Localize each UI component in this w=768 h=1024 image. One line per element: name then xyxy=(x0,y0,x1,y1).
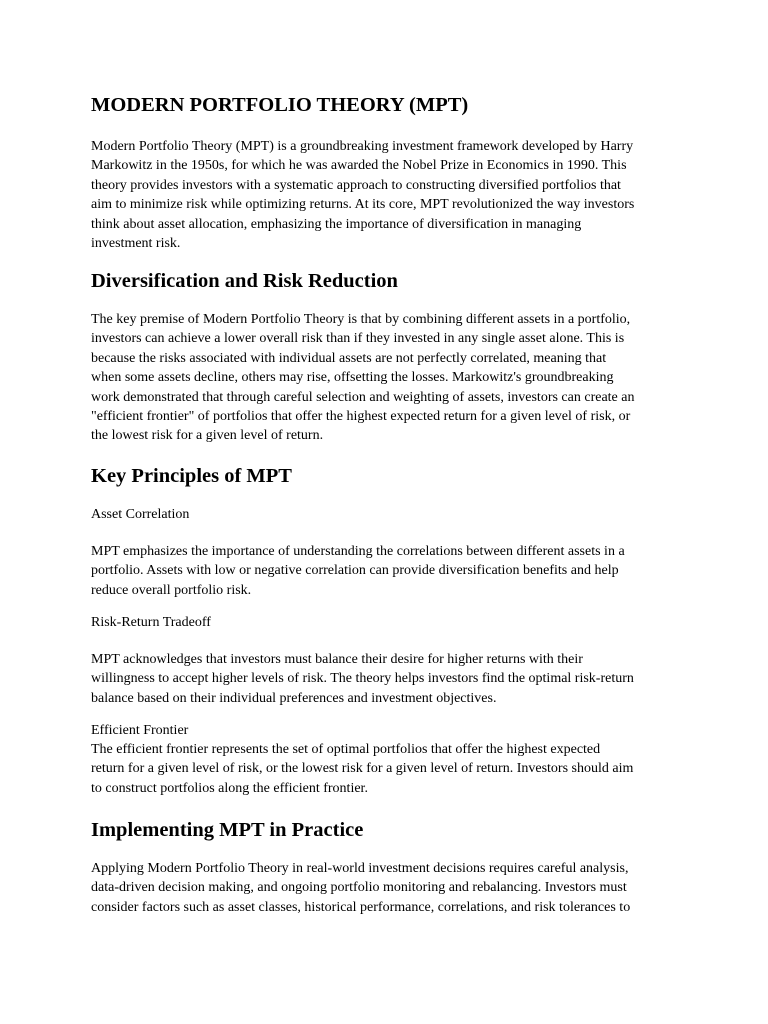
diversification-paragraph xyxy=(91,310,691,446)
paragraph-line: investment risk. xyxy=(91,236,181,252)
paragraph-line: data-driven decision making, and ongoing portfolio monitoring and rebalancing. Investors must xyxy=(91,880,627,896)
paragraph-line: investors can achieve a lower overall risk than if they invested in any single asset alone. This is xyxy=(91,331,625,347)
paragraph-line: reduce overall portfolio risk. xyxy=(91,582,252,598)
efficient-frontier-paragraph xyxy=(91,740,691,798)
paragraph-line: MPT emphasizes the importance of understanding the correlations between different assets in a xyxy=(91,544,625,559)
paragraph-line: aim to minimize risk while optimizing returns. At its core, MPT revolutionized the way investors xyxy=(91,197,635,213)
paragraph-line: theory provides investors with a systematic approach to constructing diversified portfolios that xyxy=(91,177,621,193)
heading-key-principles: Key Principles of MPT xyxy=(91,465,292,487)
paragraph-line: consider factors such as asset classes, historical performance, correlations, and risk tolerances to xyxy=(91,899,631,915)
paragraph-line: to construct portfolios along the efficient frontier. xyxy=(91,780,368,796)
practice-paragraph xyxy=(91,859,691,917)
subheading-efficient-frontier: Efficient Frontier xyxy=(91,723,189,738)
paragraph-line: because the risks associated with individual assets are not perfectly correlated, meaning that xyxy=(91,350,607,366)
heading-implementing-mpt: Implementing MPT in Practice xyxy=(91,819,364,841)
subheading-risk-return: Risk-Return Tradeoff xyxy=(91,615,211,630)
risk-return-paragraph xyxy=(91,650,691,708)
paragraph-line: return for a given level of risk, or the lowest risk for a given level of return. Investors should aim xyxy=(91,761,634,777)
paragraph-line: Applying Modern Portfolio Theory in real-world investment decisions requires careful analysis, xyxy=(91,861,629,876)
paragraph-line: The efficient frontier represents the set of optimal portfolios that offer the highest expected xyxy=(91,742,601,757)
subheading-asset-correlation: Asset Correlation xyxy=(91,507,190,522)
intro-paragraph xyxy=(91,137,691,253)
paragraph-line: Markowitz in the 1950s, for which he was awarded the Nobel Prize in Economics in 1990. This xyxy=(91,158,627,174)
paragraph-line: the lowest risk for a given level of return. xyxy=(91,428,324,444)
document-title: MODERN PORTFOLIO THEORY (MPT) xyxy=(91,94,469,116)
heading-diversification: Diversification and Risk Reduction xyxy=(91,270,398,292)
paragraph-line: willingness to accept higher levels of risk. The theory helps investors find the optimal risk-return xyxy=(91,671,634,687)
paragraph-line: Modern Portfolio Theory (MPT) is a groundbreaking investment framework developed by Harry xyxy=(91,139,634,154)
paragraph-line: when some assets decline, others may rise, offsetting the losses. Markowitz's groundbreaking xyxy=(91,370,614,386)
paragraph-line: "efficient frontier" of portfolios that offer the highest expected return for a given level of risk, or xyxy=(91,409,631,425)
paragraph-line: work demonstrated that through careful selection and weighting of assets, investors can create an xyxy=(91,389,635,405)
paragraph-line: portfolio. Assets with low or negative correlation can provide diversification benefits and help xyxy=(91,563,619,579)
paragraph-line: think about asset allocation, emphasizing the importance of diversification in managing xyxy=(91,216,582,232)
paragraph-line: balance based on their individual preferences and investment objectives. xyxy=(91,690,497,706)
paragraph-line: The key premise of Modern Portfolio Theory is that by combining different assets in a portfolio, xyxy=(91,312,631,327)
asset-correlation-paragraph xyxy=(91,542,691,600)
paragraph-line: MPT acknowledges that investors must balance their desire for higher returns with their xyxy=(91,652,583,667)
